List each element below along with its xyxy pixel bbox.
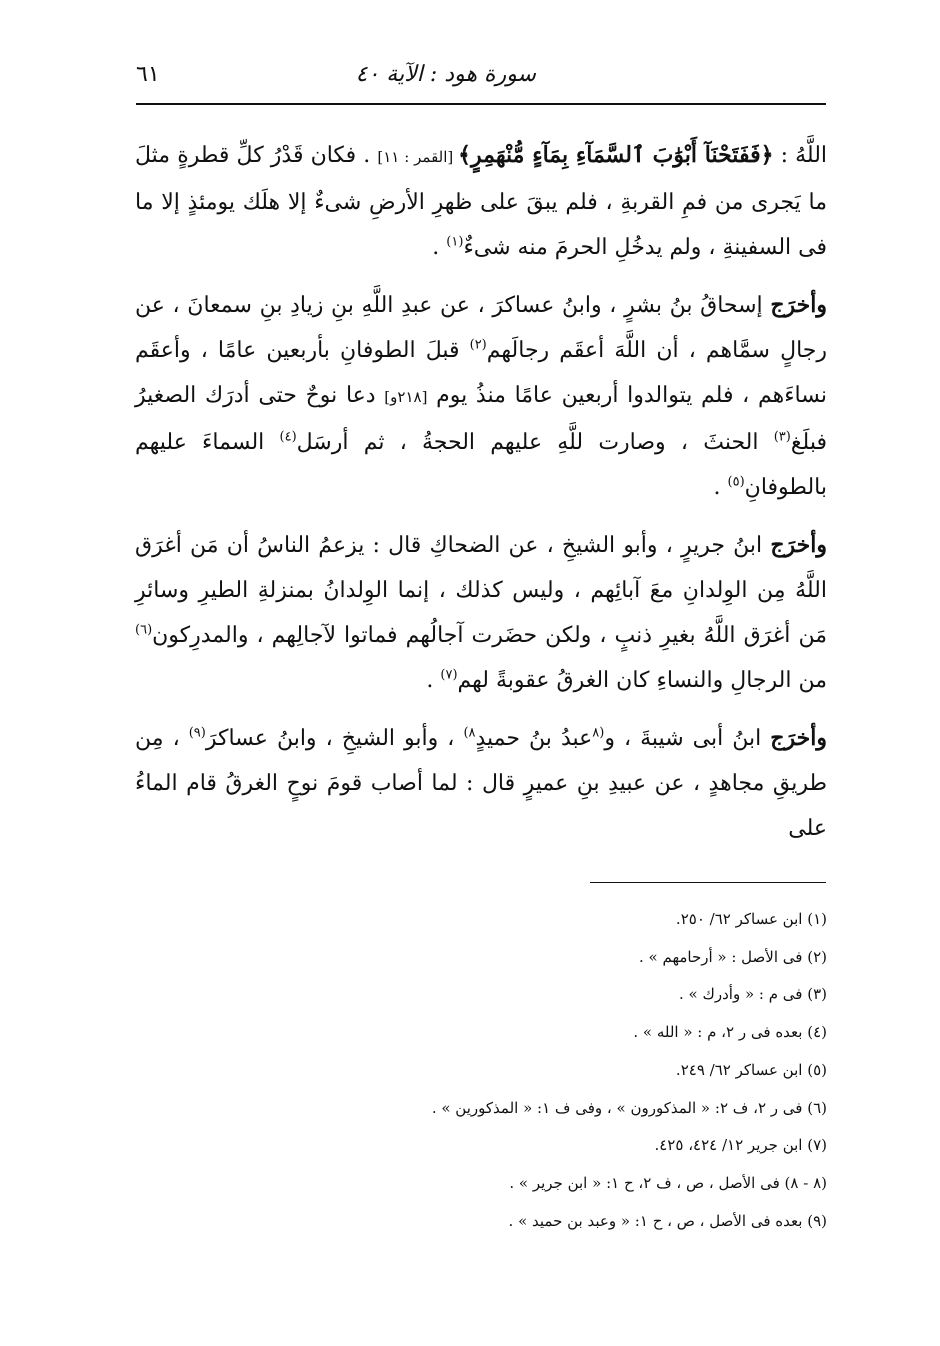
paragraph-text: . فكان قَدْرُ كلِّ قطرةٍ مثلَ ما يَجرى من فمِ القربةِ ، فلم يبقَ على ظهرِ الأرضِ شىءٌ إلا هلَك يومئذٍ إلا ما فى السفينةِ ، ولم يدخُلِ الحرمَ منه شىءٌ (135, 143, 827, 260)
footnote-marker: (١) (446, 234, 464, 250)
paragraph-lead-word: وأخرَج (770, 532, 827, 558)
reference: [القمر : ١١] (377, 148, 459, 166)
footnote-marker: (٣) (773, 429, 791, 445)
paragraph-lead-word: وأخرَج (770, 292, 827, 318)
paragraph-text: ، وأبو الشيخِ ، وابنُ عساكرَ (205, 726, 464, 751)
footnote-marker: (٩) (188, 725, 206, 741)
footnote: (٤) بعده فى ر ٢، م : « الله » . (633, 1023, 827, 1042)
footnote: (٢) فى الأصل : « أرحامهم » . (638, 947, 827, 966)
paragraph-text: ابنُ أبى شيبةَ ، و (604, 726, 771, 751)
paragraph-text: . (426, 668, 441, 693)
paragraph-text: الحنثَ ، وصارت للَّهِ عليهم الحجةُ ، ثم أرسَل (296, 430, 774, 455)
footnote-marker: (٨ (592, 725, 605, 741)
paragraph-text: من الرجالِ والنساءِ كان الغرقُ عقوبةً لهم (457, 668, 827, 693)
running-title: سورة هود : الآية ٤٠ (355, 62, 536, 87)
footnote: (١) ابن عساكر ٦٢/ ٢٥٠. (675, 910, 827, 928)
footnote: (٧) ابن جرير ١٢/ ٤٢٤، ٤٢٥. (654, 1136, 827, 1155)
paragraph-text: السماءَ عليهم بالطوفانِ (135, 430, 827, 500)
header-rule (136, 103, 826, 105)
footnote: (٩) بعده فى الأصل ، ص ، ح ١: « وعبد بن حميد » . (508, 1211, 827, 1230)
paragraph (135, 716, 827, 851)
body-text (135, 133, 827, 864)
paragraph (135, 523, 827, 703)
footnote-marker: (٥) (727, 474, 745, 490)
paragraph-text: إسحاقُ بنُ بشرٍ ، وابنُ عساكرَ ، عن عبدِ اللَّهِ بنِ زيادِ بنِ سمعانَ ، عن رجالٍ سمَّاهم ، أن اللَّهَ أعقَم رجالَهم (135, 293, 827, 363)
paragraph-text: . (432, 235, 447, 260)
footnote-separator (590, 882, 826, 883)
footnotes (200, 901, 827, 1240)
paragraph-text: . (713, 475, 728, 500)
quran-verse: ﴿فَفَتَحْنَآ أَبْوَٰبَ ٱلسَّمَآءِ بِمَآءٍ مُّنْهَمِرٍ﴾ (458, 142, 774, 168)
footnote-marker: (٤) (279, 429, 297, 445)
footnote-marker: (٦) (135, 622, 153, 638)
paragraph-text: ، مِن طريقِ مجاهدٍ ، عن عبيدِ بنِ عميرٍ قال : لما أصاب قومَ نوحٍ الغرقُ قام الماءُ على (135, 726, 827, 841)
page-number: ٦١ (136, 62, 160, 87)
paragraph (135, 133, 827, 270)
footnote: (٣) فى م : « وأدرك » . (679, 985, 827, 1004)
footnote-marker: (٢) (469, 337, 487, 353)
footnote-marker: ٨) (463, 725, 476, 741)
footnote: (٦) فى ر ٢، ف ٢: « المذكورون » ، وفى ف ١: « المذكورين » . (431, 1098, 827, 1117)
page-header (136, 58, 826, 98)
footnote: (٥) ابن عساكر ٦٢/ ٢٤٩. (675, 1060, 827, 1079)
footnote-marker: (٧) (440, 667, 458, 683)
paragraph-text: ابنُ جريرٍ ، وأبو الشيخِ ، عن الضحاكِ قال : يزعمُ الناسُ أن مَن أغرَق اللَّهُ مِن الوِلدانِ معَ آبائِهم ، وليس كذلك ، إنما الوِلدانُ بمنزلةِ الطيرِ وسائرِ مَن أغرَق اللَّهُ بغيرِ ذنبٍ ، ولكن حضَرت آجالُهم فماتوا لآجالِهم ، والمدرِكون (135, 533, 827, 648)
paragraph-text: دعا نوحٌ حتى أدرَك الصغيرُ فبلَغ (135, 383, 827, 455)
paragraph (135, 283, 827, 510)
paragraph-text: عبدُ بنُ حميدٍ (475, 726, 593, 751)
footnote: (٨ - ٨) فى الأصل ، ص ، ف ٢، ح ١: « ابن جرير » . (509, 1173, 827, 1192)
paragraph-lead-word: وأخرَج (770, 725, 827, 751)
reference: [٢١٨و] (384, 388, 428, 406)
paragraph-text: قبلَ الطوفانِ بأربعين عامًا ، وأعقَم نساءَهم ، فلم يتوالدوا أربعين عامًا منذُ يوم (135, 338, 827, 408)
paragraph-text: اللَّهُ : (773, 143, 828, 168)
